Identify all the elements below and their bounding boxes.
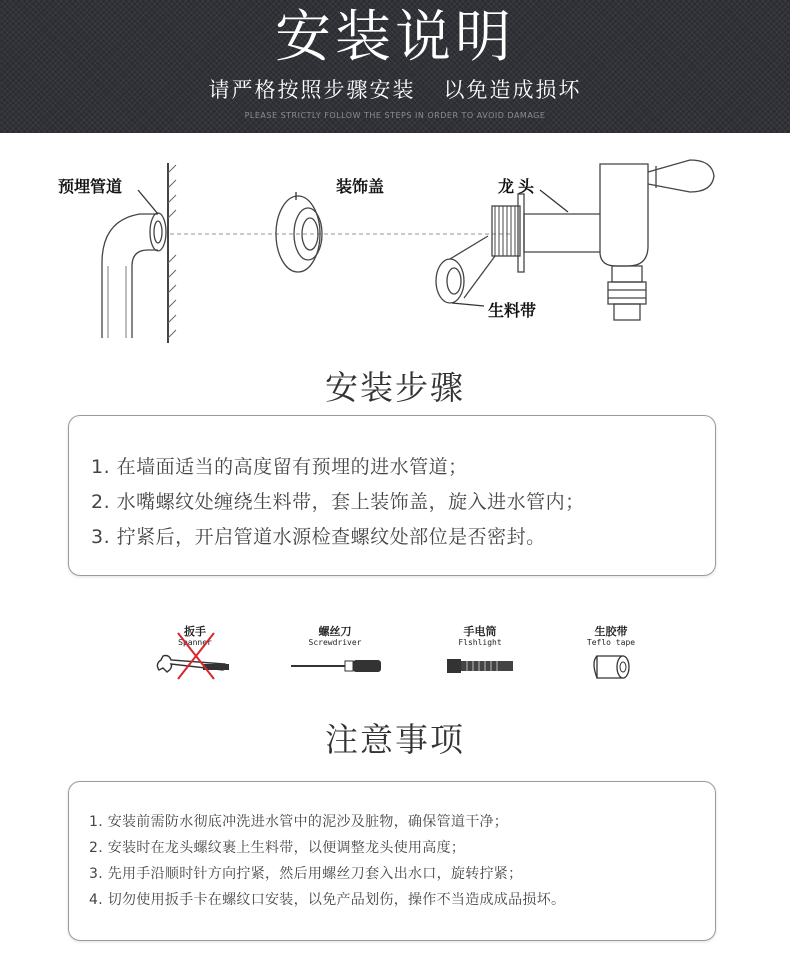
note-item: 2. 安装时在龙头螺纹裹上生料带，以便调整龙头使用高度； <box>89 840 466 856</box>
subtitle-right: 以免造成损坏 <box>443 78 582 102</box>
installation-diagram <box>40 148 740 348</box>
tool-spanner-en: Spanner <box>178 638 212 647</box>
step-item: 1. 在墙面适当的高度留有预埋的进水管道； <box>91 456 468 478</box>
tool-teflon-tape-en: Teflo tape <box>586 638 636 647</box>
flashlight-icon <box>443 652 517 678</box>
prohibited-cross-icon <box>150 627 240 687</box>
subtitle-english: PLEASE STRICTLY FOLLOW THE STEPS IN ORDER TO AVOID DAMAGE <box>244 111 546 120</box>
page-title: 安装说明 <box>275 5 515 70</box>
notes-heading: 注意事项 <box>325 720 465 759</box>
screwdriver-icon <box>285 652 385 678</box>
tool-flashlight-label: 手电筒 <box>463 625 497 638</box>
tool-spanner <box>150 625 240 680</box>
tape-roll-icon <box>589 652 633 682</box>
note-item: 3. 先用手沿顺时针方向拧紧，然后用螺丝刀套入出水口，旋转拧紧； <box>89 866 523 882</box>
label-faucet: 龙头 <box>498 177 539 196</box>
step-item: 2. 水嘴螺纹处缠绕生料带，套上装饰盖，旋入进水管内； <box>91 491 585 513</box>
tool-screwdriver <box>285 625 385 678</box>
note-item: 1. 安装前需防水彻底冲洗进水管中的泥沙及脏物，确保管道干净； <box>89 814 509 830</box>
tool-flashlight-en: Flshlight <box>458 638 502 647</box>
header-banner <box>0 0 790 133</box>
notes-box <box>68 781 716 941</box>
tool-screwdriver-en: Screwdriver <box>308 638 362 647</box>
tool-teflon-tape <box>578 625 644 682</box>
label-decorative-cover: 装饰盖 <box>336 177 385 196</box>
label-teflon-tape: 生料带 <box>488 301 537 320</box>
diagram-drawing <box>40 148 740 348</box>
note-item: 4. 切勿使用扳手卡在螺纹口安装，以免产品划伤，操作不当造成成品损坏。 <box>89 892 566 908</box>
subtitle-left: 请严格按照步骤安装 <box>208 78 416 102</box>
page-subtitle <box>0 75 790 105</box>
steps-heading: 安装步骤 <box>325 368 465 407</box>
label-embedded-pipe: 预埋管道 <box>58 177 123 196</box>
step-item: 3. 拧紧后，开启管道水源检查螺纹处部位是否密封。 <box>91 526 546 548</box>
tool-spanner-label: 扳手 <box>184 625 206 638</box>
tool-screwdriver-label: 螺丝刀 <box>318 625 352 638</box>
tool-flashlight <box>440 625 520 678</box>
tool-teflon-tape-label: 生胶带 <box>594 625 628 638</box>
steps-box <box>68 415 716 576</box>
